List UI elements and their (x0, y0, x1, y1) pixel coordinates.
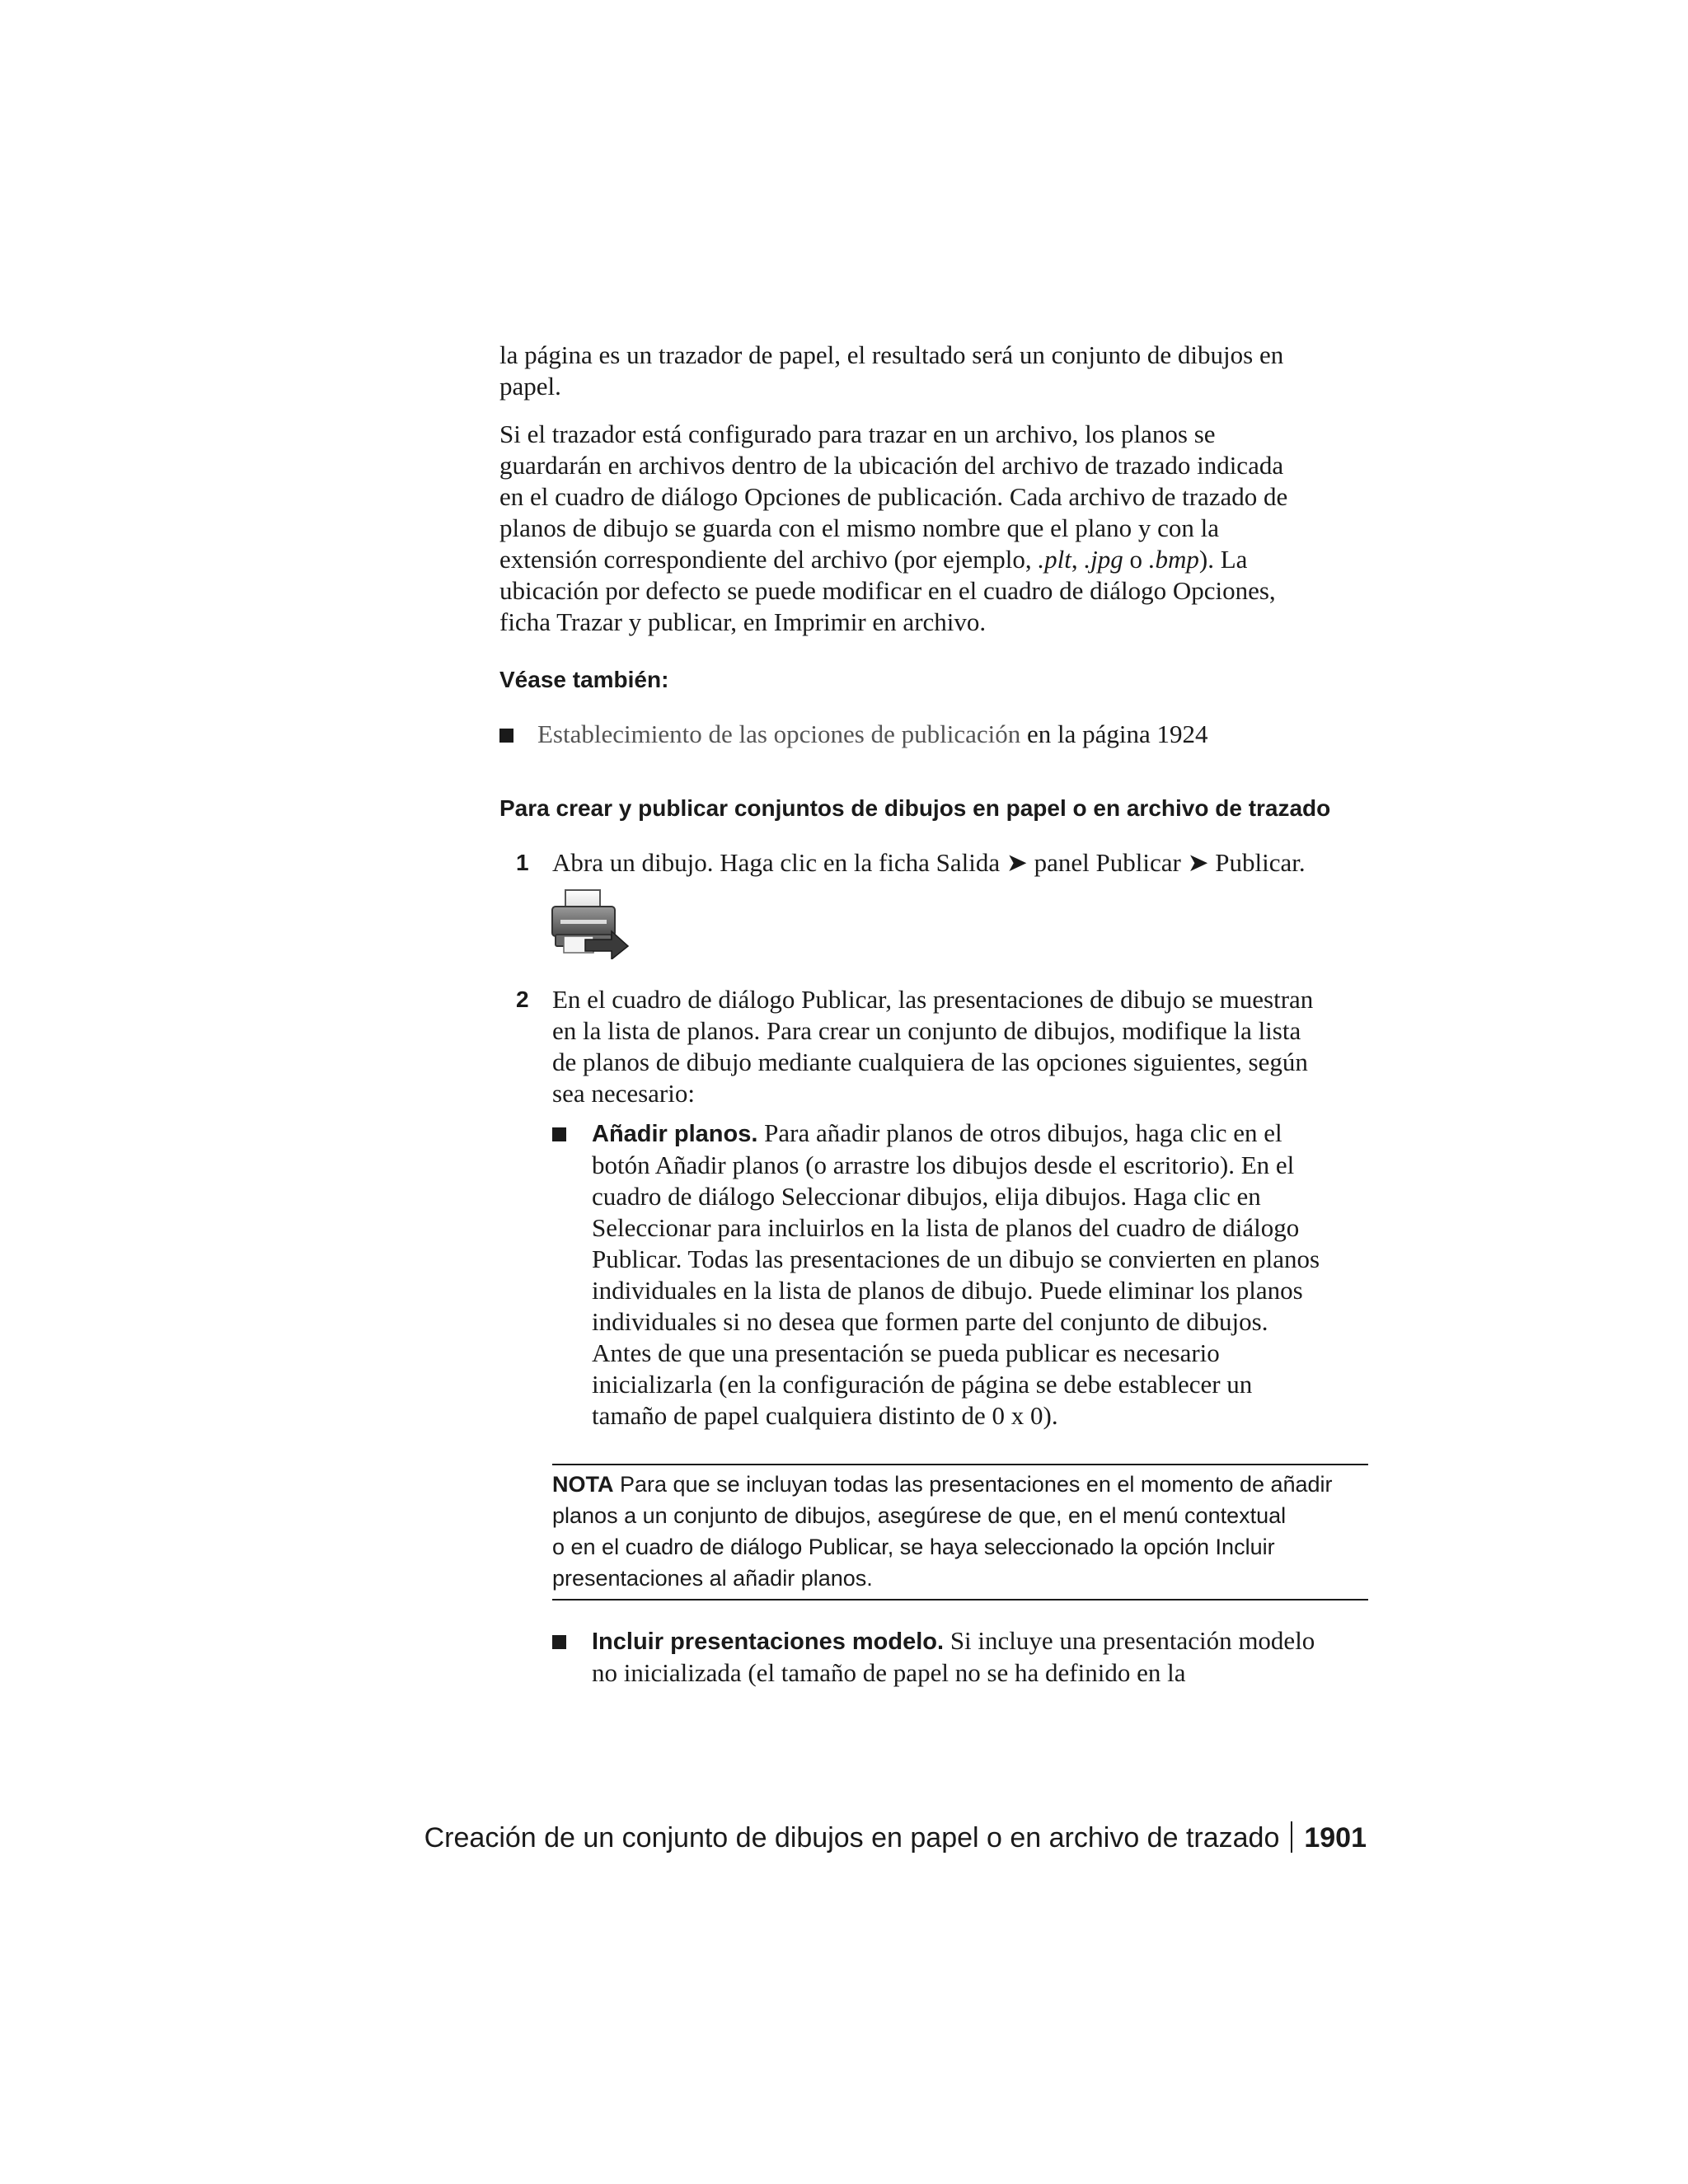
publish-icon (549, 888, 631, 959)
see-also-item (537, 719, 1378, 750)
item-line: cuadro de diálogo Seleccionar dibujos, elija dibujos. Haga clic en (592, 1182, 1261, 1211)
paragraph-line: en el cuadro de diálogo Opciones de publicación. Cada archivo de trazado de (499, 482, 1288, 511)
item-line: Publicar. Todas las presentaciones de un dibujo se convierten en planos (592, 1244, 1320, 1273)
include-model-text: Si incluye una presentación modelo (944, 1626, 1315, 1655)
item-line: individuales en la lista de planos de dibujo. Puede eliminar los planos (592, 1276, 1303, 1305)
see-also-link[interactable]: Establecimiento de las opciones de publicación (537, 719, 1021, 748)
extension-plt: .plt (1038, 545, 1071, 574)
include-model-layouts-item (592, 1625, 1383, 1689)
procedure-heading: Para crear y publicar conjuntos de dibujos en papel o en archivo de trazado (499, 795, 1331, 821)
item-line: tamaño de papel cualquiera distinto de 0 x 0). (592, 1401, 1058, 1430)
item-line: Antes de que una presentación se pueda publicar es necesario (592, 1338, 1220, 1367)
step-line: de planos de dibujo mediante cualquiera de las opciones siguientes, según (552, 1047, 1308, 1076)
footer-separator (1291, 1821, 1292, 1853)
paragraph-line: guardarán en archivos dentro de la ubicación del archivo de trazado indicada (499, 451, 1284, 480)
include-model-title: Incluir presentaciones modelo. (592, 1629, 945, 1655)
bullet-square-icon (499, 729, 513, 743)
see-also-heading: Véase también: (499, 667, 669, 692)
add-sheets-text: Para añadir planos de otros dibujos, haga clic en el (757, 1118, 1282, 1147)
note-bottom-rule (552, 1599, 1368, 1601)
paragraph-line: ficha Trazar y publicar, en Imprimir en archivo. (499, 607, 987, 636)
note-line: presentaciones al añadir planos. (552, 1566, 873, 1591)
note-box (552, 1469, 1368, 1594)
add-sheets-title: Añadir planos. (592, 1121, 758, 1147)
note-line: o en el cuadro de diálogo Publicar, se haya seleccionado la opción Incluir (552, 1535, 1275, 1559)
step-line: sea necesario: (552, 1079, 695, 1108)
page-footer (424, 1820, 1367, 1856)
bullet-square-icon (552, 1635, 566, 1649)
paragraph-line: Si el trazador está configurado para trazar en un archivo, los planos se (499, 419, 1216, 448)
page-reference: en la página 1924 (1020, 719, 1208, 748)
extension-bmp: .bmp (1148, 545, 1199, 574)
extension-jpg: .jpg (1084, 545, 1123, 574)
extension-text: extensión correspondiente del archivo (por ejemplo, (499, 545, 1039, 574)
footer-title: Creación de un conjunto de dibujos en papel o en archivo de trazado (424, 1822, 1280, 1854)
page-number: 1901 (1304, 1822, 1367, 1854)
intro-line: papel. (499, 372, 561, 401)
step-line: Abra un dibujo. Haga clic en la ficha Salida ➤ panel Publicar ➤ Publicar. (552, 848, 1306, 877)
bullet-square-icon (552, 1127, 566, 1141)
paragraph-line (499, 544, 1373, 575)
comma-separator: , (1071, 545, 1085, 574)
item-line: inicializarla (en la configuración de página se debe establecer un (592, 1370, 1253, 1399)
step-1-text (552, 847, 1376, 879)
item-line: botón Añadir planos (o arrastre los dibujos desde el escritorio). En el (592, 1151, 1295, 1179)
extension-text-end: ). La (1198, 545, 1248, 574)
note-label: NOTA (552, 1472, 614, 1497)
intro-line: la página es un trazador de papel, el resultado será un conjunto de dibujos en (499, 340, 1284, 369)
step-number: 2 (516, 987, 529, 1012)
step-line: En el cuadro de diálogo Publicar, las presentaciones de dibujo se muestran (552, 985, 1314, 1014)
step-2-text (552, 984, 1376, 1109)
item-line: no inicializada (el tamaño de papel no se ha definido en la (592, 1658, 1186, 1687)
note-line: planos a un conjunto de dibujos, asegúrese de que, en el menú contextual (552, 1503, 1287, 1528)
step-line: en la lista de planos. Para crear un conjunto de dibujos, modifique la lista (552, 1016, 1301, 1045)
item-line: Seleccionar para incluirlos en la lista de planos del cuadro de diálogo (592, 1213, 1300, 1242)
intro-paragraph (499, 340, 1373, 402)
or-separator: o (1123, 545, 1149, 574)
paragraph-line: ubicación por defecto se puede modificar en el cuadro de diálogo Opciones, (499, 576, 1276, 605)
item-line: individuales si no desea que formen parte del conjunto de dibujos. (592, 1307, 1268, 1336)
step-number: 1 (516, 850, 529, 875)
note-top-rule (552, 1464, 1368, 1465)
note-text: Para que se incluyan todas las presentaciones en el momento de añadir (613, 1472, 1333, 1497)
add-sheets-item (592, 1118, 1383, 1432)
paragraph-line: planos de dibujo se guarda con el mismo nombre que el plano y con la (499, 513, 1219, 542)
plot-to-file-paragraph (499, 419, 1373, 638)
